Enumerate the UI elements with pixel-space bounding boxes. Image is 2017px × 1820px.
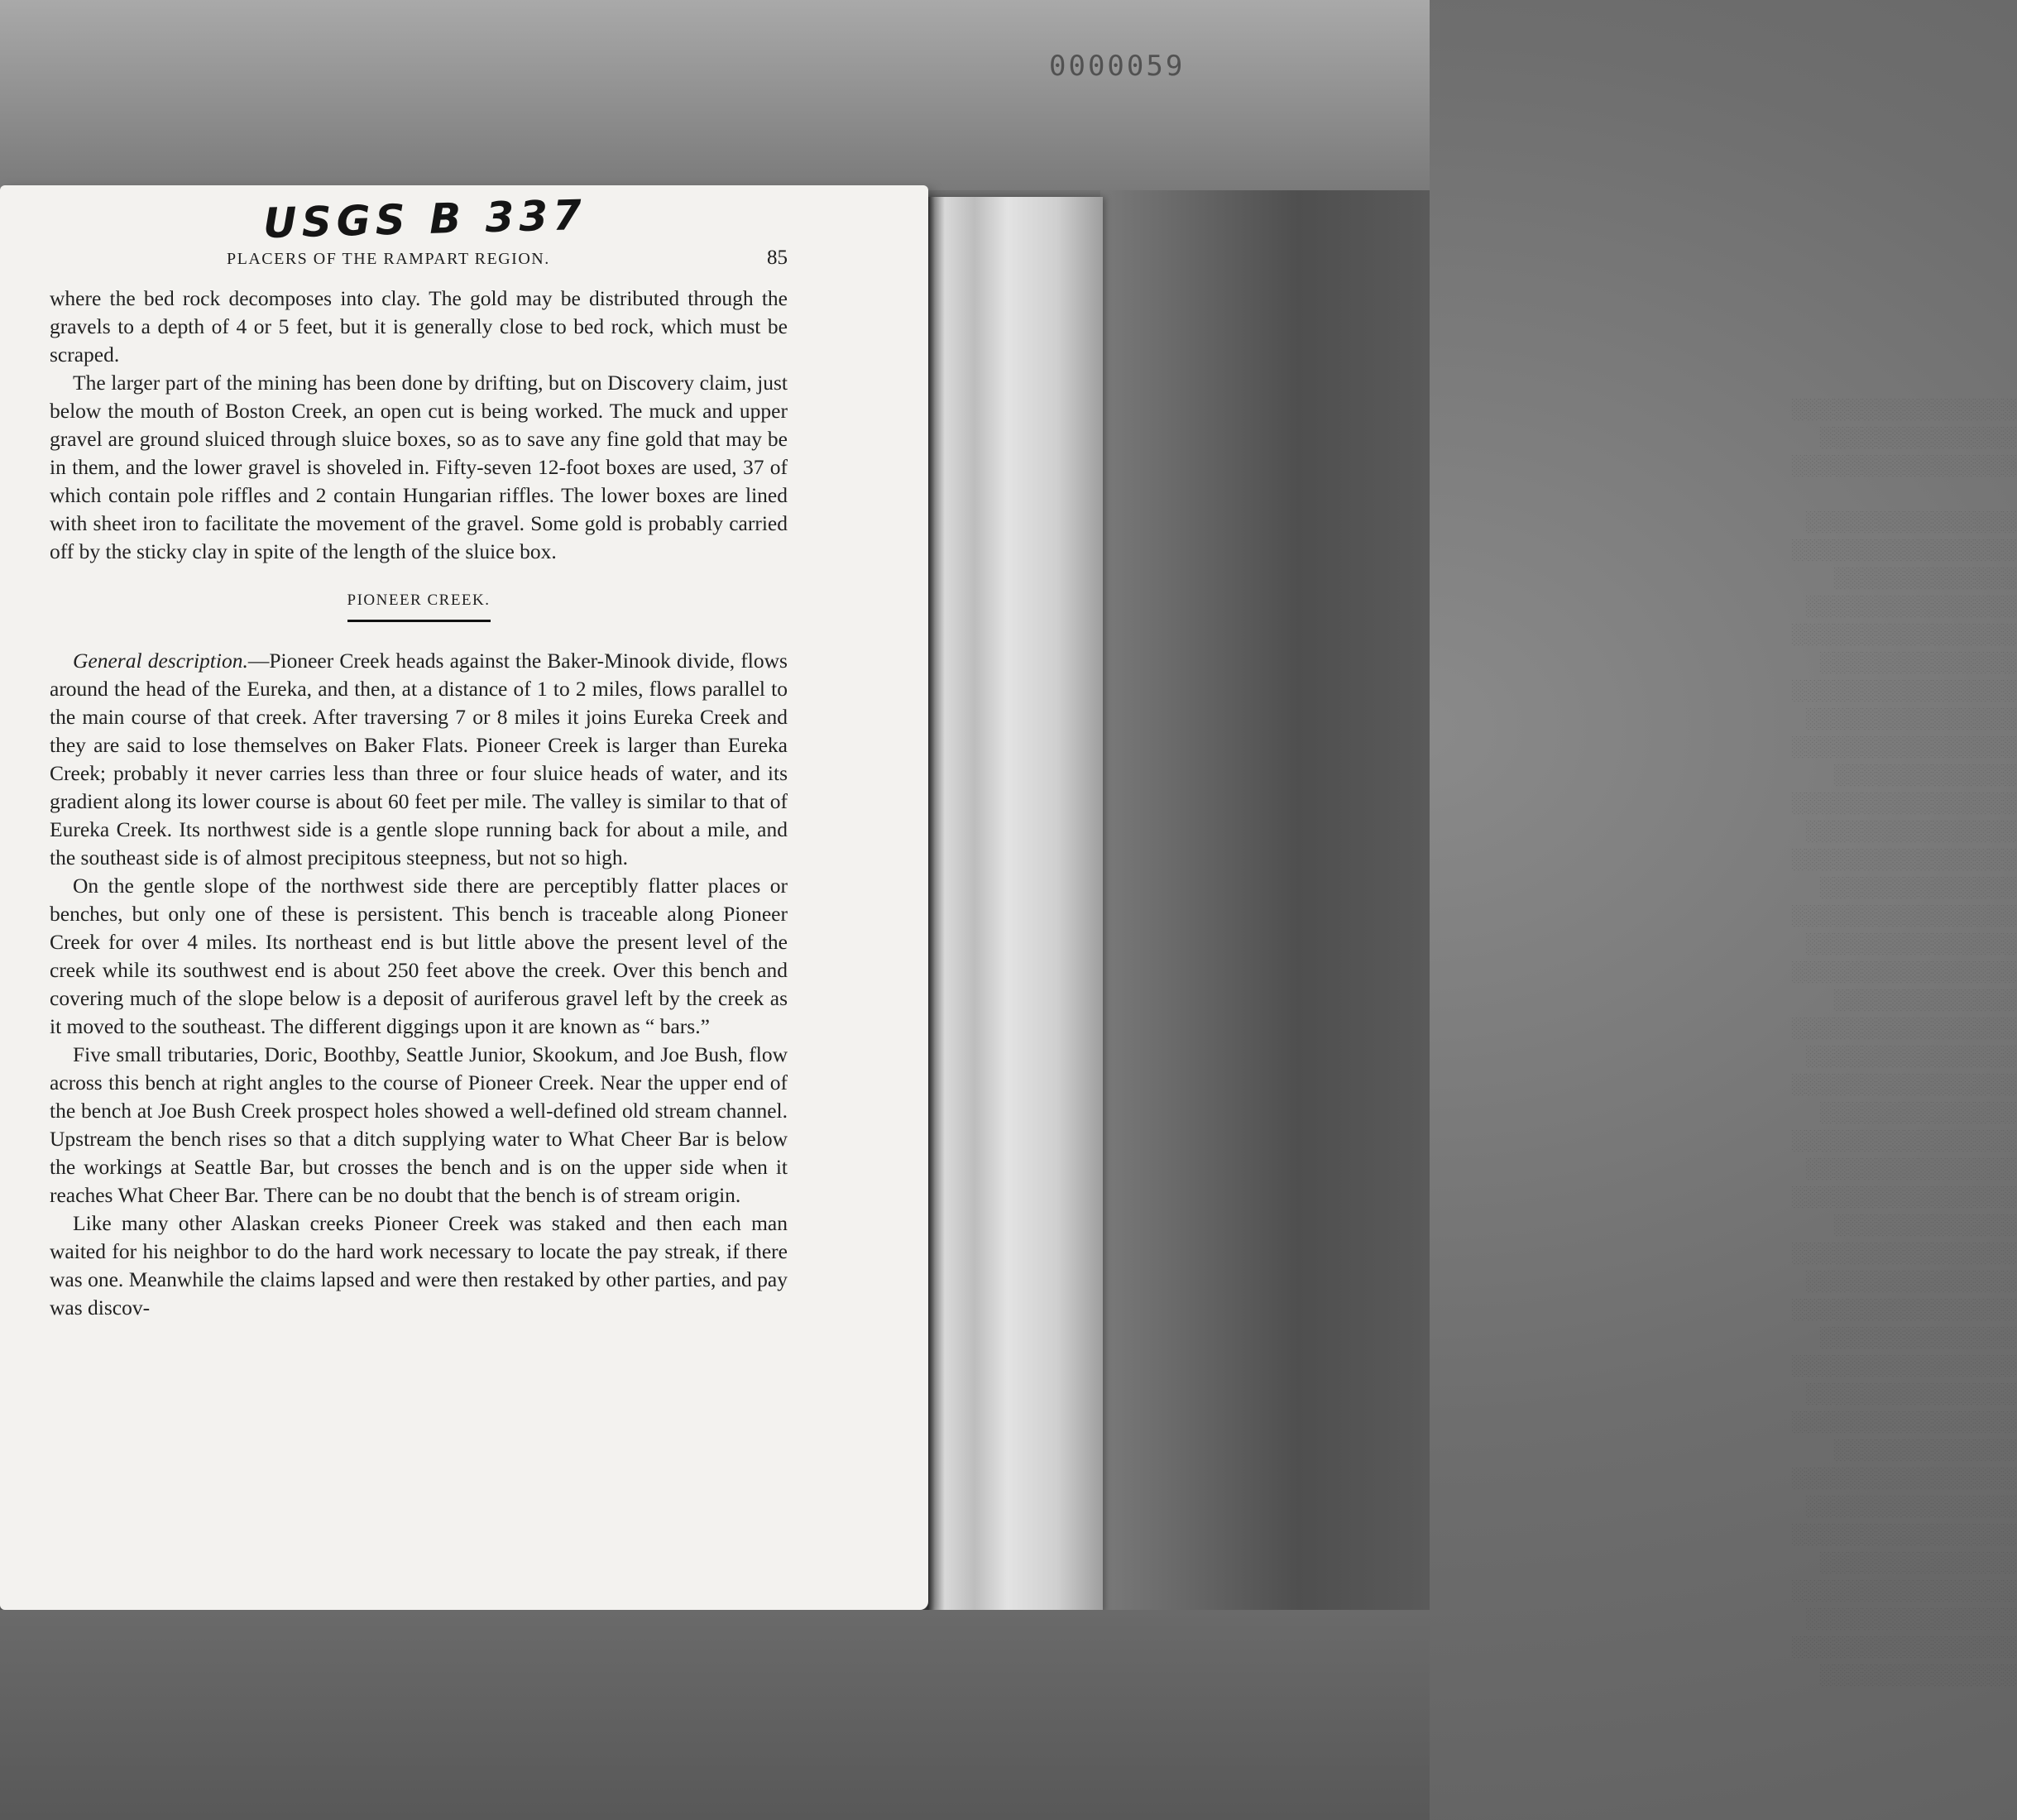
show-through-text: ░░░░░░░░░░░░░░░░ ░░░░░░░░░░░░░░ ░░░░░░░░░░░░░░░░ ░░░░░░░░░░░░░░░ ░░░░░░░░░░░░░░░░ ░░░░░░░░░░░░░ ░░░░░░░░░░░░░░░ ░░░░░░░░░░░░░░░░ ░░░░░░░░░░░░░░ ░░░░░░░░░░░░░░░░ ░░░░░░░░░░░░░░░ ░░░░░░░░░░░░░░░░ ░░░░░░░░░░░░░ ░░░░░░░░░░░░░░░░ ░░░░░░░░░░░░░░░ ░░░░░░░░░░░░░░░░ ░░░░░░░░░░░░░░ ░░░░░░░░░░░░░░░░ ░░░░░░░░░░░░░░░ ░░░░░░░░░░░░░░░░ ░░░░░░░░░░░░░ ░░░░░░░░░░░░░░░░ ░░░░░░░░░░░░░░░ ░░░░░░░░░░░░░░░░ ░░░░░░░░░░░░░░ ░░░░░░░░░░░░░░░░ ░░░░░░░░░░░░░░░ ░░░░░░░░░░░░░░░░ ░░░░░░░░░░░░░ ░░░░░░░░░░░░░░░░ ░░░░░░░░░░░░░░░ ░░░░░░░░░░░░░░░░ ░░░░░░░░░░░░░░ ░░░░░░░░░░░░░░░░ ░░░░░░░░░░░░░░░ ░░░░░░░░░░░░░░░░ ░░░░░░░░░░░░░ ░░░░░░░░░░░░░░░░ ░░░░░░░░░░░░░░░ ░░░░░░░░░░░░░░░░ ░░░░░░░░░░░░░░ ░░░░░░░░░░░░░░░░ ░░░░░░░░░░░░░░░ ░░░░░░░░░░░░░░░░ ░░░░░░░░░░░░░░ [1791,399,2017,1686]
handwritten-annotation: USGS B 337 [262,190,587,248]
book-page-edges [917,197,2017,1686]
paragraph: Five small tributaries, Doric, Boothby, Seattle Junior, Skookum, and Joe Bush, flow across this bench at right angles to the course of Pioneer Creek. Near the upper end of the bench at Joe Bush Creek prospect holes showed a well-defined old stream channel. Upstream the bench rises so that a ditch supplying water to What Cheer Bar is below the workings at Seattle Bar, but crosses the bench and is on the upper side when it reaches What Cheer Bar. There can be no doubt that the bench is of stream origin. [50,1042,788,1207]
paragraph [50,647,788,872]
scan-right-shadow [1100,190,1430,1820]
paragraph: On the gentle slope of the northwest side there are perceptibly flatter places or benches, but only one of these is persistent. This bench is traceable along Pioneer Creek for over 4 miles. Its northeast end is but little above the present level of the creek while its southwest end is about 250 feet above the creek. Over this bench and covering much of the slope below is a deposit of auriferous gravel left by the creek as it moved to the southeast. The different diggings upon it are known as “ bars.” [50,874,788,1038]
scan-bottom-background [0,1610,1430,1820]
page-body [50,285,788,1322]
section-heading-wrap [50,584,788,622]
page-number: 85 [767,247,788,269]
section-heading: PIONEER CREEK. [347,587,491,622]
paragraph: where the bed rock decomposes into clay. The gold may be distributed through the gravels to a depth of 4 or 5 feet, but it is generally close to bed rock, which must be scraped. [50,286,788,366]
document-id-stamp: 0000059 [1049,50,1186,83]
scan-top-background [0,0,1430,190]
paragraph-text: —Pioneer Creek heads against the Baker-Minook divide, flows around the head of the Eureka, and then, at a distance of 1 to 2 miles, flows parallel to the main course of that creek. After traversing 7 or 8 miles it joins Eureka Creek and they are said to lose themselves on Baker Flats. Pioneer Creek is larger than Eureka Creek; probably it never carries less than three or four sluice heads of water, and its gradient along its lower course is about 60 feet per mile. The valley is similar to that of Eureka Creek. Its northwest side is a gentle slope running back for about a mile, and the southeast side is of almost precipitous steepness, but not so high. [50,649,788,869]
running-header [50,247,788,273]
paragraph: The larger part of the mining has been done by drifting, but on Discovery claim, just below the mouth of Boston Creek, an open cut is being worked. The muck and upper gravel are ground sluiced through sluice boxes, so as to save any fine gold that may be in them, and the lower gravel is shoveled in. Fifty-seven 12-foot boxes are used, 37 of which contain pole riffles and 2 contain Hungarian riffles. The lower boxes are lined with sheet iron to facilitate the movement of the gravel. Some gold is probably carried off by the sticky clay in spite of the length of the sluice box. [50,371,788,563]
running-title: PLACERS OF THE RAMPART REGION. [227,250,550,268]
section-lead: General description. [73,649,248,673]
paragraph: Like many other Alaskan creeks Pioneer Creek was staked and then each man waited for his neighbor to do the hard work necessary to locate the pay streak, if there was one. Meanwhile the claims lapsed and were then restaked by other parties, and pay was discov- [50,1211,788,1320]
